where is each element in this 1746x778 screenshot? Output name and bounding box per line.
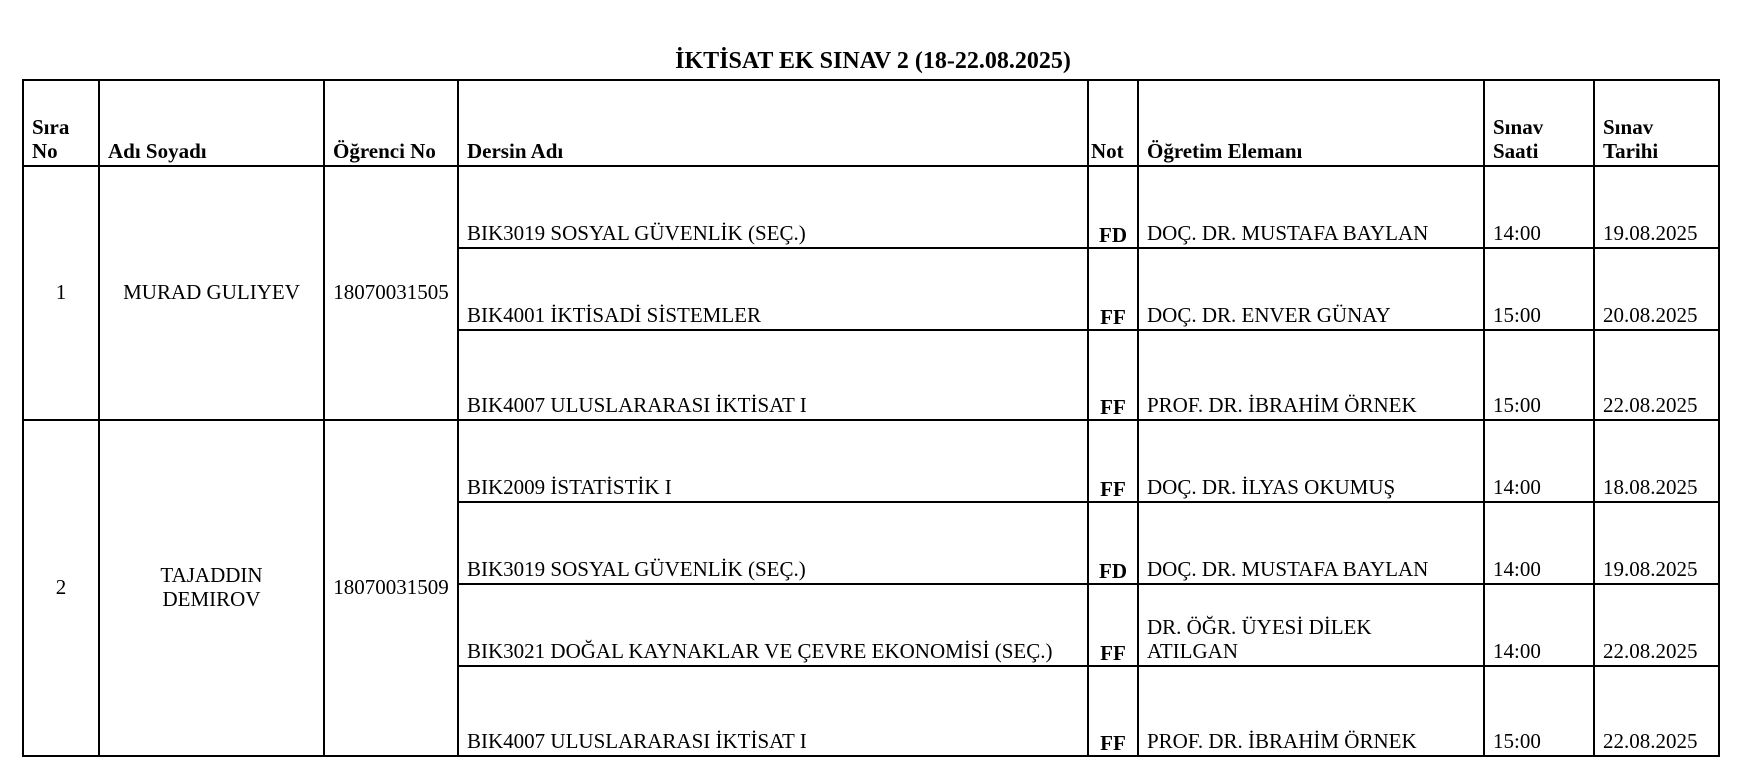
student-name-line: TAJADDIN (160, 563, 263, 587)
student-name-cell (99, 420, 324, 756)
exam-time-cell: 15:00 (1484, 330, 1594, 420)
student-name-line: MURAD GULIYEV (123, 280, 300, 304)
exam-date-cell: 22.08.2025 (1594, 330, 1719, 420)
header-ogrenci-no: Öğrenci No (324, 80, 458, 166)
exam-date-cell: 19.08.2025 (1594, 166, 1719, 248)
exam-time-cell: 15:00 (1484, 666, 1594, 756)
instructor-line: ATILGAN (1147, 639, 1238, 663)
sira-no-cell: 2 (23, 420, 99, 756)
course-name-cell: BIK4007 ULUSLARARASI İKTİSAT I (458, 666, 1088, 756)
instructor-line: DOÇ. DR. MUSTAFA BAYLAN (1147, 557, 1429, 581)
table-row (23, 420, 1719, 502)
student-number-cell: 18070031509 (324, 420, 458, 756)
instructor-line: DOÇ. DR. MUSTAFA BAYLAN (1147, 221, 1429, 245)
instructor-cell (1138, 166, 1484, 248)
exam-date-cell: 22.08.2025 (1594, 584, 1719, 666)
header-sinav-saati: Sınav Saati (1484, 80, 1594, 166)
exam-time-cell: 14:00 (1484, 584, 1594, 666)
exam-time-cell: 15:00 (1484, 248, 1594, 330)
sira-no-cell: 1 (23, 166, 99, 420)
grade-cell: FF (1088, 248, 1138, 330)
instructor-line: DOÇ. DR. ENVER GÜNAY (1147, 303, 1391, 327)
instructor-line: PROF. DR. İBRAHİM ÖRNEK (1147, 729, 1417, 753)
course-name-cell: BIK2009 İSTATİSTİK I (458, 420, 1088, 502)
course-name-cell: BIK3019 SOSYAL GÜVENLİK (SEÇ.) (458, 166, 1088, 248)
instructor-cell (1138, 420, 1484, 502)
grade-cell: FF (1088, 420, 1138, 502)
exam-time-cell: 14:00 (1484, 502, 1594, 584)
exam-date-cell: 18.08.2025 (1594, 420, 1719, 502)
student-name-line: DEMIROV (162, 587, 261, 611)
grade-cell: FD (1088, 166, 1138, 248)
course-name-cell: BIK4007 ULUSLARARASI İKTİSAT I (458, 330, 1088, 420)
instructor-line: PROF. DR. İBRAHİM ÖRNEK (1147, 393, 1417, 417)
exam-table (22, 79, 1720, 757)
grade-cell: FD (1088, 502, 1138, 584)
instructor-cell (1138, 584, 1484, 666)
instructor-line: DOÇ. DR. İLYAS OKUMUŞ (1147, 475, 1396, 499)
instructor-cell (1138, 330, 1484, 420)
header-ogretim-elemani: Öğretim Elemanı (1138, 80, 1484, 166)
header-sira-no: Sıra No (23, 80, 99, 166)
instructor-cell (1138, 248, 1484, 330)
grade-cell: FF (1088, 584, 1138, 666)
header-dersin-adi: Dersin Adı (458, 80, 1088, 166)
exam-date-cell: 19.08.2025 (1594, 502, 1719, 584)
exam-time-cell: 14:00 (1484, 420, 1594, 502)
student-number-cell: 18070031505 (324, 166, 458, 420)
exam-date-cell: 22.08.2025 (1594, 666, 1719, 756)
instructor-cell (1138, 502, 1484, 584)
header-sinav-tarihi: Sınav Tarihi (1594, 80, 1719, 166)
exam-time-cell: 14:00 (1484, 166, 1594, 248)
course-name-cell: BIK3021 DOĞAL KAYNAKLAR VE ÇEVRE EKONOMİSİ (SEÇ.) (458, 584, 1088, 666)
grade-cell: FF (1088, 330, 1138, 420)
exam-date-cell: 20.08.2025 (1594, 248, 1719, 330)
table-body (23, 166, 1719, 756)
course-name-cell: BIK3019 SOSYAL GÜVENLİK (SEÇ.) (458, 502, 1088, 584)
table-row (23, 166, 1719, 248)
document-title: İKTİSAT EK SINAV 2 (18-22.08.2025) (675, 48, 1071, 74)
course-name-cell: BIK4001 İKTİSADİ SİSTEMLER (458, 248, 1088, 330)
header-not: Not (1088, 80, 1138, 166)
header-row (23, 80, 1719, 166)
student-name-cell (99, 166, 324, 420)
instructor-cell (1138, 666, 1484, 756)
header-adi-soyadi: Adı Soyadı (99, 80, 324, 166)
instructor-line: DR. ÖĞR. ÜYESİ DİLEK (1147, 615, 1372, 639)
grade-cell: FF (1088, 666, 1138, 756)
